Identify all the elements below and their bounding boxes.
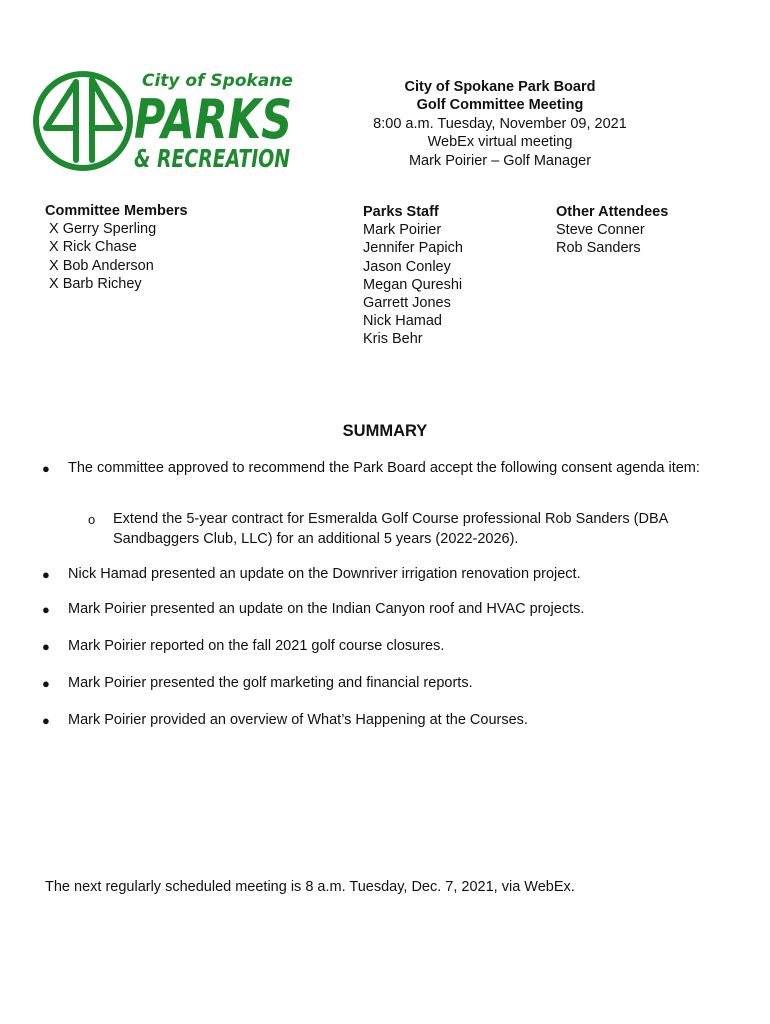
summary-bullet — [42, 600, 708, 620]
parks-staff-heading: Parks Staff — [363, 204, 439, 220]
summary-bullet — [42, 637, 708, 657]
next-meeting-note: The next regularly scheduled meeting is 8 a.m. Tuesday, Dec. 7, 2021, via WebEx. — [45, 879, 575, 895]
bullet-glyph: ● — [42, 676, 50, 691]
bullet-glyph: ● — [42, 602, 50, 617]
meeting-header — [330, 78, 670, 170]
other-attendees — [556, 203, 668, 258]
header-title: City of Spokane Park Board — [404, 79, 596, 95]
committee-member: X Barb Richey — [49, 275, 142, 292]
parks-staff — [363, 203, 463, 349]
bullet-glyph: ● — [42, 713, 50, 728]
bullet-glyph: ● — [42, 639, 50, 654]
header-location: WebEx virtual meeting — [427, 134, 573, 151]
logo-line3: & RECREATION — [134, 144, 291, 173]
staff-member: Garrett Jones — [363, 295, 451, 312]
summary-bullet — [42, 565, 708, 585]
staff-member: Megan Qureshi — [363, 276, 463, 293]
summary-bullet — [42, 459, 708, 479]
header-manager: Mark Poirier – Golf Manager — [408, 152, 592, 169]
staff-member: Mark Poirier — [363, 222, 442, 239]
header-datetime: 8:00 a.m. Tuesday, November 09, 2021 — [373, 115, 627, 132]
bullet-text: The committee approved to recommend the Park Board accept the following consent agenda item: — [68, 460, 700, 476]
summary-bullet — [42, 711, 708, 731]
committee-member: X Bob Anderson — [49, 257, 154, 274]
header-subtitle: Golf Committee Meeting — [416, 97, 584, 114]
staff-member: Jennifer Papich — [363, 240, 463, 257]
sub-bullet-glyph: o — [88, 512, 96, 527]
staff-member: Nick Hamad — [363, 313, 442, 330]
staff-member: Jason Conley — [363, 258, 451, 275]
parks-logo — [30, 66, 300, 176]
committee-member: X Rick Chase — [49, 239, 137, 256]
sub-bullet-text: Extend the 5-year contract for Esmeralda Golf Course professional Rob Sanders (DBA Sandbaggers Club, LLC) for an additional 5 years (2022-2026). — [113, 511, 668, 547]
summary-bullet — [42, 674, 708, 694]
logo-line1: City of Spokane — [142, 71, 293, 91]
bullet-text: Mark Poirier presented the golf marketing and financial reports. — [68, 675, 473, 691]
bullet-text: Mark Poirier presented an update on the Indian Canyon roof and HVAC projects. — [68, 601, 585, 617]
bullet-text: Mark Poirier reported on the fall 2021 golf course closures. — [68, 638, 445, 654]
other-attendees-heading: Other Attendees — [556, 204, 669, 220]
tree-emblem-icon — [36, 74, 130, 168]
bullet-glyph: ● — [42, 567, 50, 582]
bullet-text: Nick Hamad presented an update on the Downriver irrigation renovation project. — [68, 566, 581, 582]
bullet-text: Mark Poirier provided an overview of What’s Happening at the Courses. — [68, 712, 528, 728]
summary-heading: SUMMARY — [342, 422, 428, 440]
bullet-glyph: ● — [42, 461, 50, 476]
attendee: Steve Conner — [556, 222, 645, 239]
committee-member: X Gerry Sperling — [49, 221, 157, 238]
committee-members — [45, 202, 188, 293]
staff-member: Kris Behr — [363, 331, 423, 348]
summary-sub-bullet — [88, 510, 713, 549]
logo-line2: PARKS — [134, 88, 292, 151]
committee-members-heading: Committee Members — [45, 203, 188, 219]
attendee: Rob Sanders — [556, 240, 641, 257]
